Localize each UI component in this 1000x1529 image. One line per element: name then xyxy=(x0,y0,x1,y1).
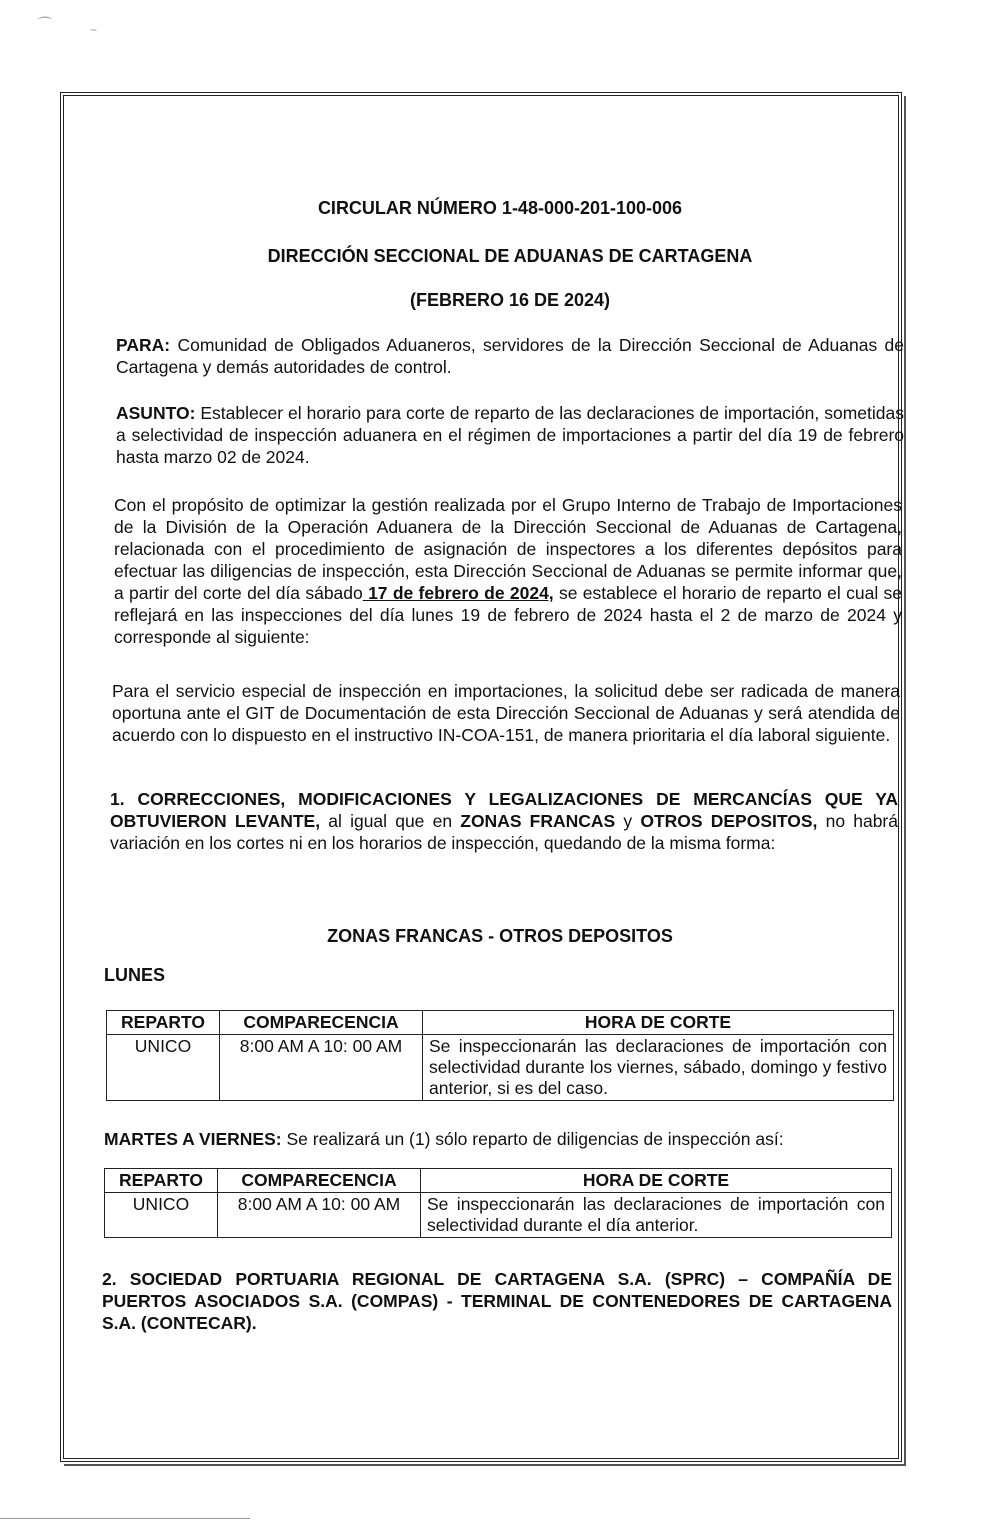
col-comparecencia: COMPARECENCIA xyxy=(218,1169,421,1193)
section1-text-a: al igual que en xyxy=(320,811,461,831)
col-comparecencia: COMPARECENCIA xyxy=(220,1011,423,1035)
body1-text-a: Con el propósito de optimizar la gestión realizada por el Grupo Interno de Trabajo de Importaciones de la División de la Operación Aduanera de la Dirección Seccional de Aduanas de Cartagena, relacionada con el procedimiento de asignación de inspectores a los diferentes depósitos para efectuar las diligencias de inspección, esta Dirección Seccional de Aduanas se permite informar que, a partir del corte del día sábado xyxy=(114,495,902,603)
section1-text-c: no habrá variación en los cortes ni en los horarios de inspección, quedando de la misma forma: xyxy=(110,811,898,853)
section-1 xyxy=(110,788,898,854)
zone-title: ZONAS FRANCAS - OTROS DEPOSITOS xyxy=(327,926,673,946)
scan-edge-line xyxy=(0,1518,250,1519)
para-label: PARA: xyxy=(116,335,171,355)
table-row xyxy=(105,1193,892,1238)
section-2: 2. SOCIEDAD PORTUARIA REGIONAL DE CARTAGENA S.A. (SPRC) – COMPAÑÍA DE PUERTOS ASOCIADOS S.A. (COMPAS) - TERMINAL DE CONTENEDORES DE CARTAGENA S.A. (CONTECAR). xyxy=(102,1269,892,1333)
cell-hora-corte: Se inspeccionarán las declaraciones de importación con selectividad durante el día anterior. xyxy=(421,1193,892,1238)
martes-text: Se realizará un (1) sólo reparto de diligencias de inspección así: xyxy=(281,1129,784,1149)
body1-text-b: se establece el horario de reparto el cual se reflejará en las inspecciones del día lunes 19 de febrero de 2024 hasta el 2 de marzo de 2024 y corresponde al siguiente: xyxy=(114,583,902,647)
section1-text-b: y xyxy=(615,811,641,831)
asunto-text: Establecer el horario para corte de reparto de las declaraciones de importación, sometidas a selectividad de inspección aduanera en el régimen de importaciones a partir del día 19 de febrero hasta marzo 02 de 2024. xyxy=(116,403,904,467)
cell-comparecencia: 8:00 AM A 10: 00 AM xyxy=(218,1193,421,1238)
col-reparto: REPARTO xyxy=(107,1011,220,1035)
col-hora-corte: HORA DE CORTE xyxy=(421,1169,892,1193)
scan-artifact: ⁻ xyxy=(90,24,98,40)
body-paragraph-1 xyxy=(114,494,902,648)
para-text: Comunidad de Obligados Aduaneros, servidores de la Dirección Seccional de Aduanas de Cartagena y demás autoridades de control. xyxy=(116,335,904,377)
lunes-label: LUNES xyxy=(104,965,166,985)
martes-table xyxy=(104,1168,892,1238)
martes-label: MARTES A VIERNES: xyxy=(104,1129,282,1149)
table-header-row xyxy=(107,1011,894,1035)
cell-comparecencia: 8:00 AM A 10: 00 AM xyxy=(220,1035,423,1101)
col-hora-corte: HORA DE CORTE xyxy=(423,1011,894,1035)
circular-number: CIRCULAR NÚMERO 1-48-000-201-100-006 xyxy=(317,198,683,218)
office-title: DIRECCIÓN SECCIONAL DE ADUANAS DE CARTAGENA xyxy=(267,246,753,266)
asunto-block xyxy=(116,402,904,468)
lunes-table xyxy=(106,1010,894,1101)
circular-date: (FEBRERO 16 DE 2024) xyxy=(409,290,611,310)
para-block xyxy=(116,334,904,378)
table-header-row xyxy=(105,1169,892,1193)
section1-bold-a: 1. CORRECCIONES, MODIFICACIONES Y LEGALIZACIONES DE MERCANCÍAS QUE YA OBTUVIERON LEVANTE, xyxy=(110,789,898,831)
body1-date-highlight: 17 de febrero de 2024, xyxy=(362,583,554,603)
cell-reparto: UNICO xyxy=(107,1035,220,1101)
scan-artifact: ⌒ xyxy=(38,16,52,32)
body-paragraph-2: Para el servicio especial de inspección en importaciones, la solicitud debe ser radicada de manera oportuna ante el GIT de Documentación de esta Dirección Seccional de Aduanas y será atendida de acuerdo con lo dispuesto en el instructivo IN-COA-151, de manera prioritaria el día laboral siguiente. xyxy=(112,681,900,745)
cell-hora-corte: Se inspeccionarán las declaraciones de importación con selectividad durante los viernes, sábado, domingo y festivo anterior, si es del caso. xyxy=(423,1035,894,1101)
section1-bold-c: OTROS DEPOSITOS, xyxy=(640,811,818,831)
table-row xyxy=(107,1035,894,1101)
col-reparto: REPARTO xyxy=(105,1169,218,1193)
martes-block xyxy=(104,1128,894,1150)
section1-bold-b: ZONAS FRANCAS xyxy=(460,811,616,831)
cell-reparto: UNICO xyxy=(105,1193,218,1238)
asunto-label: ASUNTO: xyxy=(116,403,196,423)
